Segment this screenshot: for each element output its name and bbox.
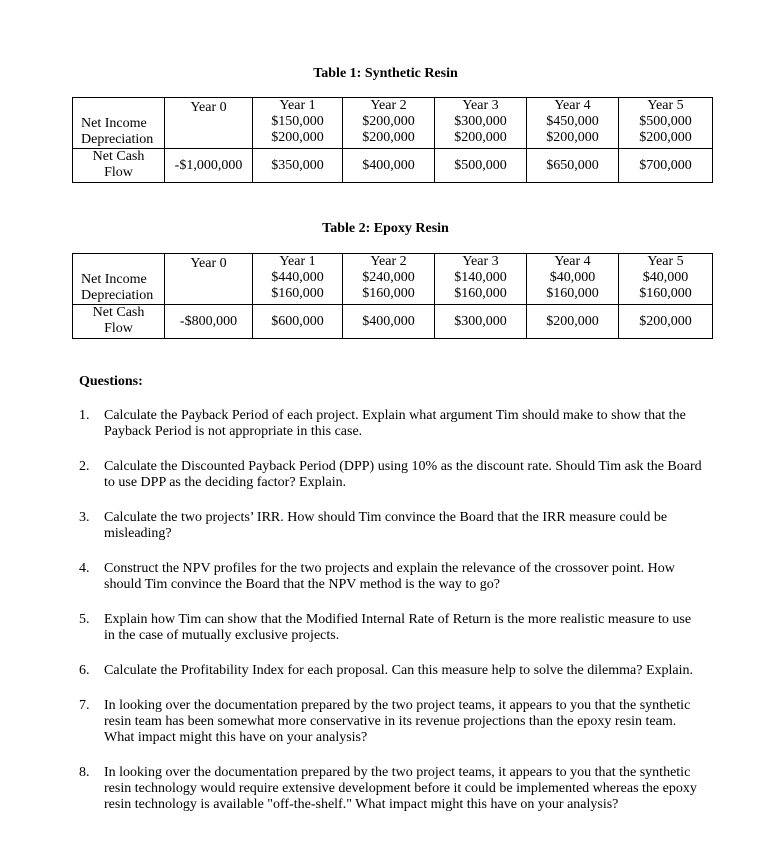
net-cash-flow-label	[73, 149, 165, 183]
question-number: 8.	[79, 765, 90, 780]
question-text: Calculate the Profitability Index for each proposal. Can this measure help to solve the dilemma? Explain.	[104, 663, 693, 678]
ncf-year4: $200,000	[527, 305, 619, 339]
net-income-year2: $240,000	[362, 270, 415, 285]
question-number: 4.	[79, 561, 90, 576]
table1-caption: Table 1: Synthetic Resin	[313, 66, 458, 81]
depreciation-year4: $160,000	[546, 286, 599, 301]
list-item	[79, 561, 704, 593]
depreciation-label: Depreciation	[81, 132, 154, 147]
depreciation-year1: $200,000	[271, 130, 324, 145]
depreciation-year3: $200,000	[454, 130, 507, 145]
net-income-year5: $40,000	[642, 270, 689, 285]
ncf-year1: $350,000	[253, 149, 343, 183]
depreciation-year2: $160,000	[362, 286, 415, 301]
ncf-year2: $400,000	[343, 305, 435, 339]
year1-header: Year 1	[279, 98, 316, 113]
questions-list	[79, 408, 704, 832]
table2-epoxy-resin	[72, 253, 713, 339]
question-number: 1.	[79, 408, 90, 423]
net-cash-flow-label	[73, 305, 165, 339]
list-item	[79, 408, 704, 440]
net-income-year1: $150,000	[271, 114, 324, 129]
year5-cell	[619, 98, 713, 149]
year4-cell	[527, 254, 619, 305]
depreciation-label: Depreciation	[81, 288, 154, 303]
list-item	[79, 698, 704, 746]
ncf-year5: $200,000	[619, 305, 713, 339]
year1-header: Year 1	[279, 254, 316, 269]
year3-header: Year 3	[462, 98, 499, 113]
ncf-year0: -$800,000	[165, 305, 253, 339]
year4-cell	[527, 98, 619, 149]
year2-header: Year 2	[370, 98, 407, 113]
year0-header: Year 0	[165, 254, 253, 305]
ncf-year2: $400,000	[343, 149, 435, 183]
table1-synthetic-resin	[72, 97, 713, 183]
year2-cell	[343, 254, 435, 305]
ncf-year3: $500,000	[435, 149, 527, 183]
question-number: 5.	[79, 612, 90, 627]
year0-header: Year 0	[165, 98, 253, 149]
net-income-year3: $140,000	[454, 270, 507, 285]
list-item	[79, 663, 704, 679]
flow-label: Flow	[104, 321, 133, 336]
table-row	[73, 305, 713, 339]
table2-caption: Table 2: Epoxy Resin	[322, 221, 449, 236]
net-income-label: Net Income	[81, 116, 147, 131]
net-income-year4: $450,000	[546, 114, 599, 129]
ncf-year3: $300,000	[435, 305, 527, 339]
net-income-year1: $440,000	[271, 270, 324, 285]
ncf-year4: $650,000	[527, 149, 619, 183]
question-text: Construct the NPV profiles for the two projects and explain the relevance of the crossover point. How should Tim convince the Board that the NPV method is the way to go?	[104, 561, 675, 592]
ncf-year0: -$1,000,000	[165, 149, 253, 183]
year3-cell	[435, 98, 527, 149]
row-labels	[73, 98, 165, 149]
year2-cell	[343, 98, 435, 149]
year5-cell	[619, 254, 713, 305]
questions-heading: Questions:	[79, 374, 143, 389]
depreciation-year3: $160,000	[454, 286, 507, 301]
question-text: In looking over the documentation prepared by the two project teams, it appears to you that the synthetic resin team has been somewhat more conservative in its revenue projections than the epoxy resin team. What impact might this have on your analysis?	[104, 698, 691, 745]
year5-header: Year 5	[647, 98, 684, 113]
year2-header: Year 2	[370, 254, 407, 269]
question-text: Explain how Tim can show that the Modified Internal Rate of Return is the more realistic measure to use in the case of mutually exclusive projects.	[104, 612, 692, 643]
year4-header: Year 4	[554, 254, 591, 269]
depreciation-year1: $160,000	[271, 286, 324, 301]
year1-cell	[253, 254, 343, 305]
list-item	[79, 612, 704, 644]
net-cash-label: Net Cash	[92, 149, 145, 164]
depreciation-year5: $200,000	[639, 130, 692, 145]
question-number: 3.	[79, 510, 90, 525]
question-text: Calculate the two projects’ IRR. How should Tim convince the Board that the IRR measure could be misleading?	[104, 510, 668, 541]
list-item	[79, 459, 704, 491]
ncf-year5: $700,000	[619, 149, 713, 183]
depreciation-year4: $200,000	[546, 130, 599, 145]
question-number: 2.	[79, 459, 90, 474]
question-text: Calculate the Payback Period of each project. Explain what argument Tim should make to show that the Payback Period is not appropriate in this case.	[104, 408, 686, 439]
row-labels	[73, 254, 165, 305]
net-cash-label: Net Cash	[92, 305, 145, 320]
question-text: Calculate the Discounted Payback Period (DPP) using 10% as the discount rate. Should Tim ask the Board to use DPP as the deciding factor? Explain.	[104, 459, 702, 490]
table-row	[73, 149, 713, 183]
year3-header: Year 3	[462, 254, 499, 269]
depreciation-year2: $200,000	[362, 130, 415, 145]
year3-cell	[435, 254, 527, 305]
year5-header: Year 5	[647, 254, 684, 269]
net-income-year4: $40,000	[549, 270, 596, 285]
flow-label: Flow	[104, 165, 133, 180]
question-text: In looking over the documentation prepared by the two project teams, it appears to you that the synthetic resin technology would require extensive development before it could be implemented whereas the epoxy resin technology is available "off-the-shelf." What impact might this have on your analysis?	[104, 765, 697, 812]
year4-header: Year 4	[554, 98, 591, 113]
list-item	[79, 510, 704, 542]
list-item	[79, 765, 704, 813]
depreciation-year5: $160,000	[639, 286, 692, 301]
net-income-label: Net Income	[81, 272, 147, 287]
ncf-year1: $600,000	[253, 305, 343, 339]
net-income-year3: $300,000	[454, 114, 507, 129]
net-income-year5: $500,000	[639, 114, 692, 129]
question-number: 6.	[79, 663, 90, 678]
year1-cell	[253, 98, 343, 149]
net-income-year2: $200,000	[362, 114, 415, 129]
question-number: 7.	[79, 698, 90, 713]
